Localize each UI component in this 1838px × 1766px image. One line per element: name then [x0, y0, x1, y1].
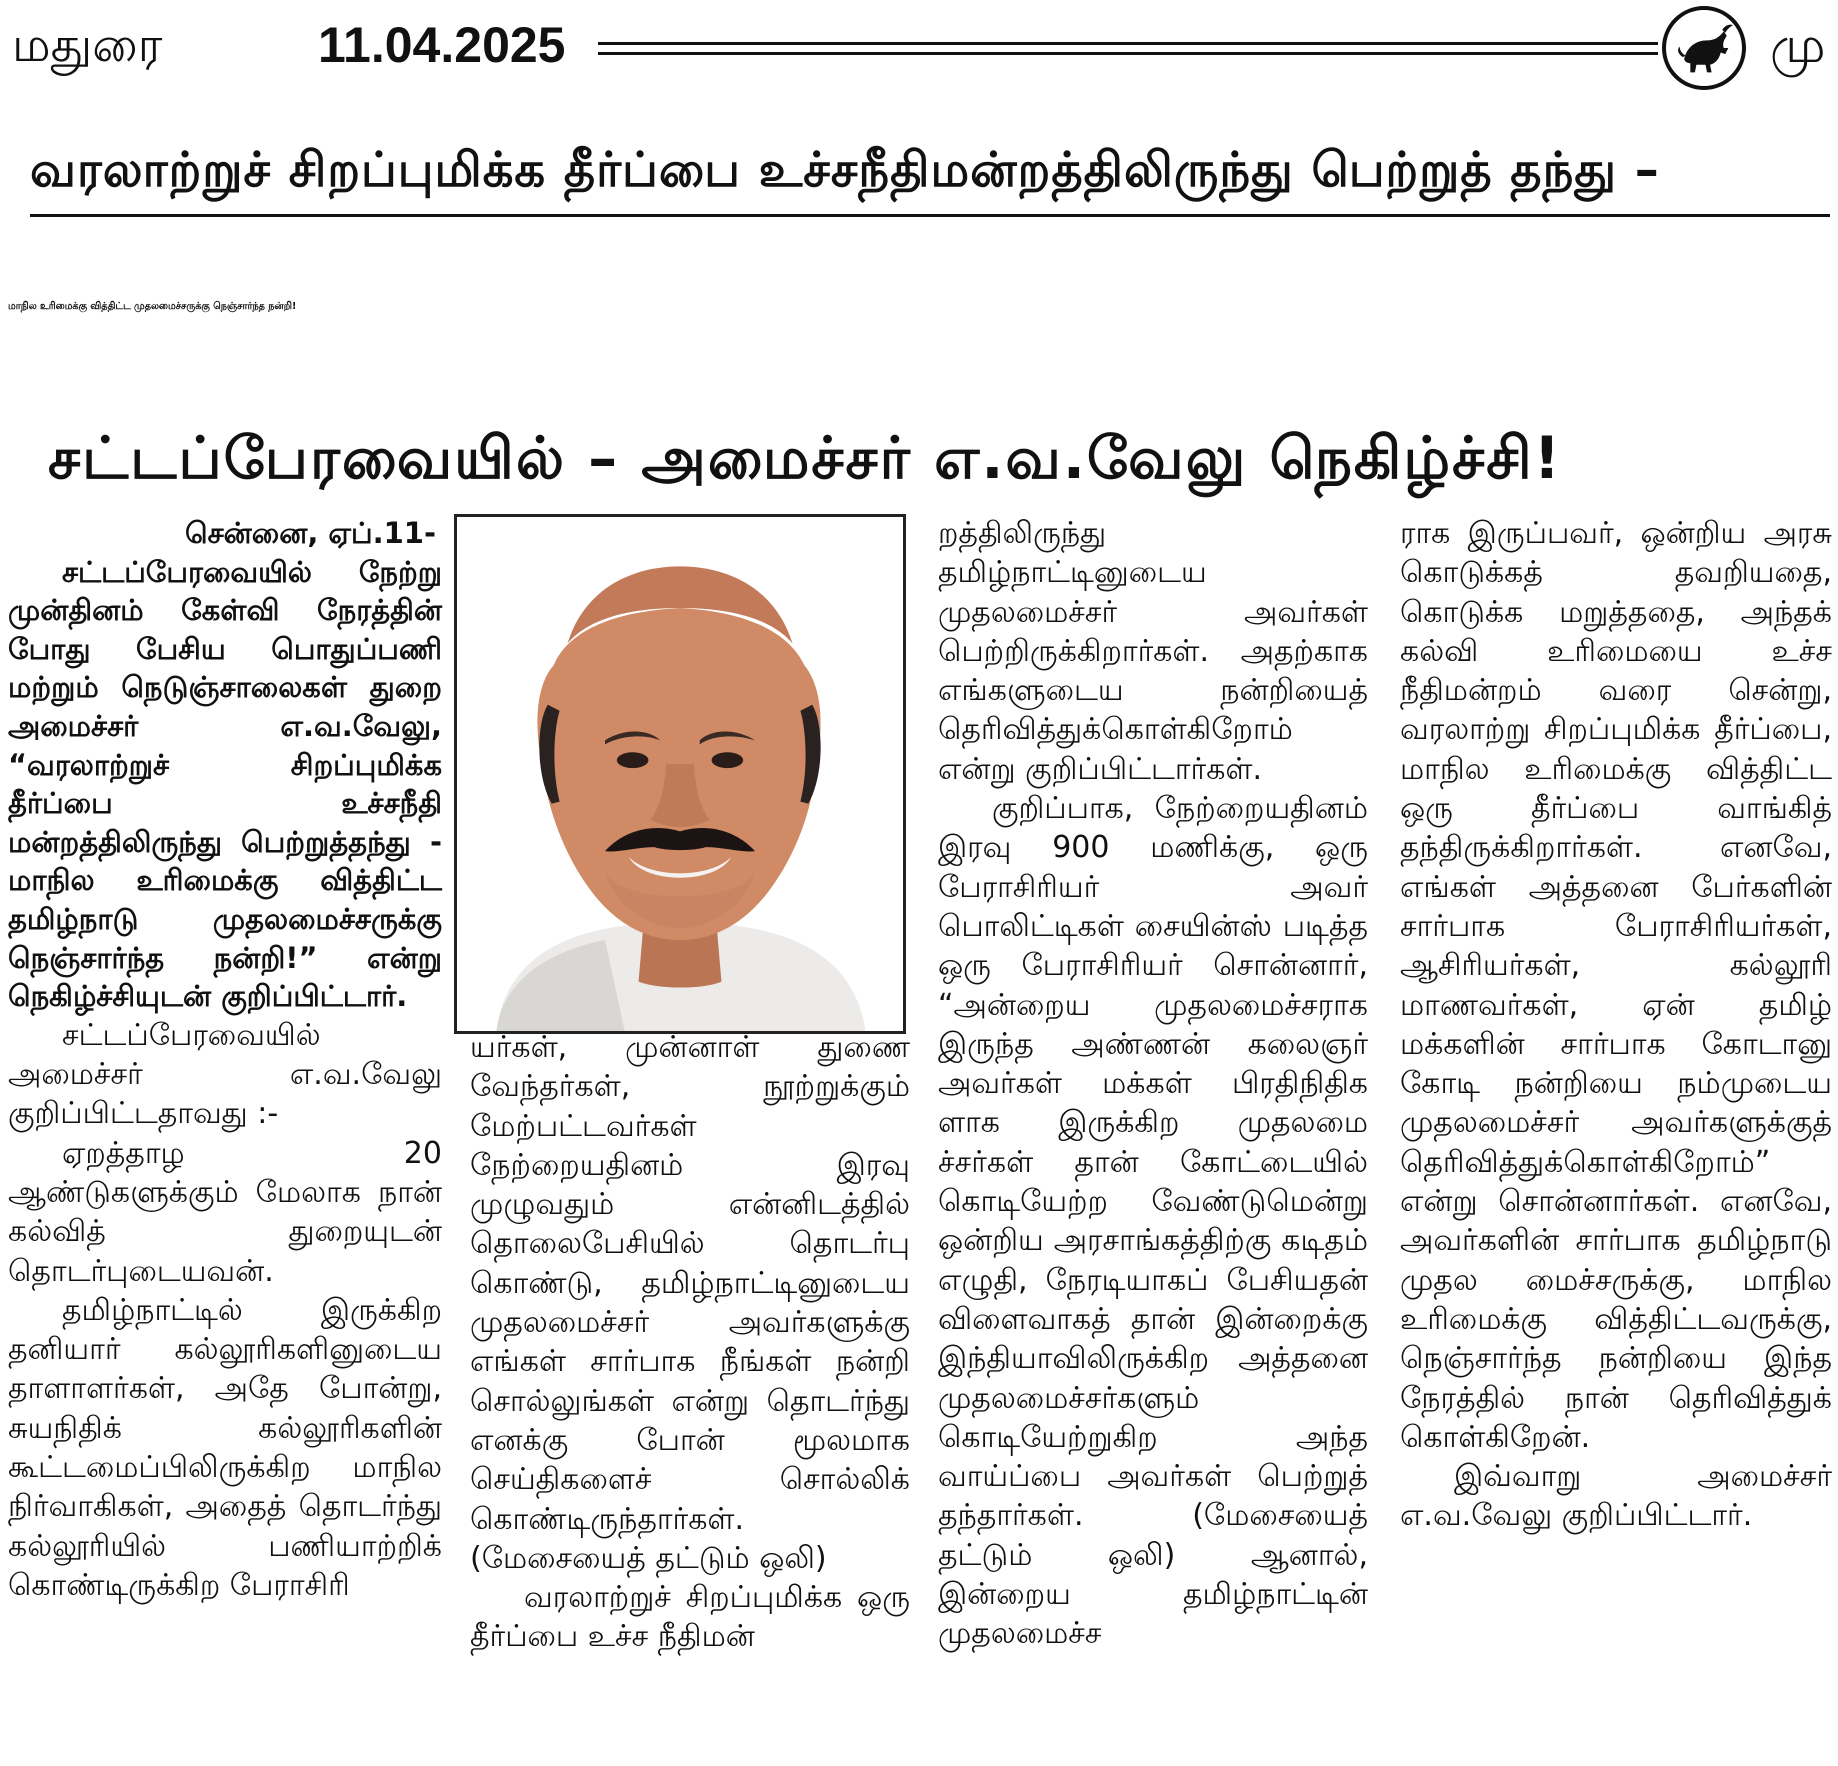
col4-paragraph-2: இவ்வாறு அமைச்சர் எ.வ.வேலு குறிப்பிட்டார்.: [1400, 1459, 1832, 1534]
article-lede: சட்டப்பேரவையில் நேற்று முன்தினம் கேள்வி நேரத்தின் போது பேசிய பொதுப்பணி மற்றும் நெடுஞ்சாலைகள் துறை அமைச்சர் எ.வ.வேலு, “வரலாற்றுச் சிறப்புமிக்க தீர்ப்பை உச்சநீதி மன்றத்திலிருந்து பெற்றுத்தந்து - மாநில உரிமைக்கு வித்திட்ட தமிழ்நாடு முதலமைச்சருக்கு நெஞ்சார்ந்த நன்றி!” என்று நெகிழ்ச்சியுடன் குறிப்பிட்டார்.: [8, 554, 442, 1014]
article-column-4: [1400, 514, 1832, 1536]
masthead-rule: [598, 42, 1658, 45]
article-headline: மாநில உரிமைக்கு வித்திட்ட முதலமைச்சருக்கு நெஞ்சார்ந்த நன்றி!: [8, 301, 297, 312]
article-subheadline: சட்டப்பேரவையில் – அமைச்சர் எ.வ.வேலு நெகிழ்ச்சி!: [48, 424, 1563, 492]
article-column-1: [8, 514, 442, 1605]
masthead-date: 11.04.2025: [318, 17, 566, 73]
col2-paragraph-2: வரலாற்றுச் சிறப்புமிக்க ஒரு தீர்ப்பை உச்ச நீதிமன்: [470, 1580, 910, 1655]
minister-portrait: [454, 514, 906, 1034]
article-kicker: வரலாற்றுச் சிறப்புமிக்க தீர்ப்பை உச்சநீதிமன்றத்திலிருந்து பெற்றுத் தந்து –: [30, 142, 1660, 198]
masthead: [0, 0, 1838, 100]
col1-paragraph-2: ஏறத்தாழ 20 ஆண்டுகளுக்கும் மேலாக நான் கல்வித் துறையுடன் தொடர்புடையவன்.: [8, 1135, 442, 1289]
masthead-rule-lower: [598, 52, 1658, 55]
col3-paragraph-1: றத்திலிருந்து தமிழ்நாட்டினுடைய முதலமைச்சர் அவர்கள் பெற்றிருக்கிறார்கள். அதற்காக எங்களுடைய நன்றியைத் தெரிவித்துக்கொள்கிறோம் என்று குறிப்பிட்டார்கள்.: [938, 516, 1368, 787]
article-column-2: [470, 1028, 910, 1657]
col1-paragraph-1: சட்டப்பேரவையில் அமைச்சர் எ.வ.வேலு குறிப்பிட்டதாவது :-: [8, 1017, 442, 1132]
col4-paragraph-1: ராக இருப்பவர், ஒன்றிய அரசு கொடுக்கத் தவறியதை, கொடுக்க மறுத்ததை, அந்தக் கல்வி உரிமையை உச்ச நீதிமன்றம் வரை சென்று, வரலாற்று சிறப்புமிக்க தீர்ப்பை, மாநில உரிமைக்கு வித்திட்ட ஒரு தீர்ப்பை வாங்கித் தந்திருக்கிறார்கள். எனவே, எங்கள் அத்தனை பேர்களின் சார்பாக பேராசிரியர்கள், ஆசிரியர்கள், கல்லூரி மாணவர்கள், ஏன் தமிழ் மக்களின் சார்பாக கோடானு கோடி நன்றியை நம்முடைய முதலமைச்சர் அவர்களுக்குத் தெரிவித்துக்கொள்கிறோம்” என்று சொன்னார்கள். எனவே, அவர்களின் சார்பாக தமிழ்நாடு முதல மைச்சருக்கு, மாநில உரிமைக்கு வித்திட்டவருக்கு, நெஞ்சார்ந்த நன்றியை இந்த நேரத்தில் நான் தெரிவித்துக் கொள்கிறேன்.: [1400, 516, 1832, 1455]
portrait-graphic: [457, 517, 903, 1031]
article-column-3: [938, 514, 1368, 1654]
col3-paragraph-2: குறிப்பாக, நேற்றையதினம் இரவு 900 மணிக்கு, ஒரு பேராசிரியர் அவர் பொலிட்டிகள் சையின்ஸ் படித்த ஒரு பேராசிரியர் சொன்னார், “அன்றைய முதலமைச்சராக இருந்த அண்ணன் கலைஞர் அவர்கள் மக்கள் பிரதிநிதிக ளாக இருக்கிற முதலமை ச்சர்கள் தான் கோட்டையில் கொடியேற்ற வேண்டுமென்று ஒன்றிய அரசாங்கத்திற்கு கடிதம் எழுதி, நேரடியாகப் பேசியதன் விளைவாகத் தான் இன்றைக்கு இந்தியாவிலிருக்கிற அத்தனை முதலமைச்சர்களும் கொடியேற்றுகிற அந்த வாய்ப்பை அவர்கள் பெற்றுத் தந்தார்கள். (மேசையைத் தட்டும் ஒலி) ஆனால், இன்றைய தமிழ்நாட்டின் முதலமைச்ச: [938, 791, 1368, 1652]
rising-sun-bull-logo-icon: [1662, 6, 1746, 90]
article-dateline: சென்னை, ஏப்.11-: [185, 516, 436, 550]
masthead-brand-letter: மு: [1770, 16, 1826, 74]
col2-paragraph-1: யர்கள், முன்னாள் துணை வேந்தர்கள், நூற்றுக்கும் மேற்பட்டவர்கள் நேற்றையதினம் இரவு முழுவதும் என்னிடத்தில் தொலைபேசியில் தொடர்பு கொண்டு, தமிழ்நாட்டினுடைய முதலமைச்சர் அவர்களுக்கு எங்கள் சார்பாக நீங்கள் நன்றி சொல்லுங்கள் என்று தொடர்ந்து எனக்கு போன் மூலமாக செய்திகளைச் சொல்லிக் கொண்டிருந்தார்கள். (மேசையைத் தட்டும் ஒலி): [470, 1030, 910, 1576]
col1-paragraph-3: தமிழ்நாட்டில் இருக்கிற தனியார் கல்லூரிகளினுடைய தாளாளர்கள், அதே போன்று, சுயநிதிக் கல்லூரிகளின் கூட்டமைப்பிலிருக்கிற மாநில நிர்வாகிகள், அதைத் தொடர்ந்து கல்லூரியில் பணியாற்றிக் கொண்டிருக்கிற பேராசிரி: [8, 1292, 442, 1603]
masthead-city: மதுரை: [12, 17, 163, 73]
logo-graphic: [1666, 10, 1742, 86]
kicker-divider: [30, 214, 1830, 217]
